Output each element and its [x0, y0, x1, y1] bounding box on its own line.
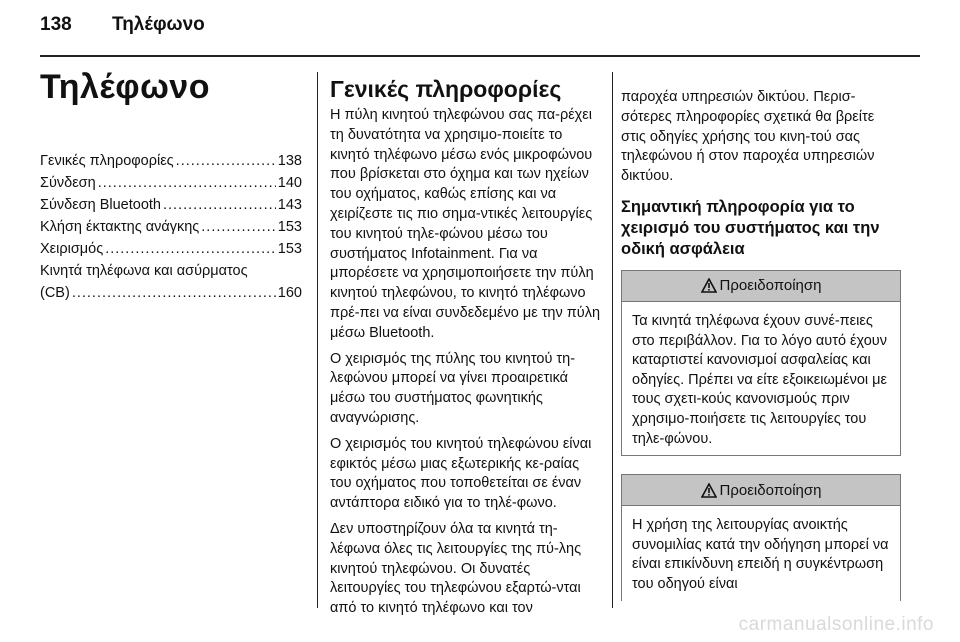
toc-entry-page: 153 [277, 241, 302, 257]
section-heading: Γενικές πληροφορίες [330, 76, 562, 102]
body-paragraph: Ο χειρισμός της πύλης του κινητού τη-λεφώνου μπορεί να γίνει προαιρετικά μέσω του συστήματος φωνητικής αναγνώρισης. [330, 350, 576, 426]
running-header-title: Τηλέφωνο [112, 14, 205, 35]
page-number: 138 [40, 14, 72, 35]
warning-box [621, 474, 901, 600]
toc-leader-dots [201, 216, 276, 238]
toc-entry[interactable] [40, 238, 302, 260]
toc-entry-title: Χειρισμός [40, 241, 104, 257]
column-separator [317, 72, 318, 608]
body-paragraph: Δεν υποστηρίζουν όλα τα κινητά τη-λέφωνα όλες τις λειτουργίες της πύ-λης κινητού τηλεφώνου. Οι δυνατές λειτουργίες του τηλεφώνου εξαρτώ-νται από το κινητό τηλέφωνο και τον [330, 520, 582, 617]
main-column [330, 76, 602, 625]
body-paragraph: Ο χειρισμός του κινητού τηλεφώνου είναι εφικτός μέσω μιας εξωτερικής κε-ραίας του οχήματος που τοποθετείται σε έναν αντάπτορα ειδικό για το τηλέ-φωνο. [330, 435, 592, 512]
chapter-title: Τηλέφωνο [40, 68, 210, 106]
toc-leader-dots [105, 238, 276, 260]
right-column [621, 88, 901, 619]
toc-leader-dots [176, 150, 276, 172]
toc-leader-dots [98, 172, 276, 194]
warning-title: Προειδοποίηση [719, 481, 822, 499]
toc-entry[interactable] [40, 150, 302, 172]
warning-text: Η χρήση της λειτουργίας ανοικτής συνομιλίας κατά την οδήγηση μπορεί να είναι επικίνδυνη επειδή η συγκέντρωση του οδηγού είναι [632, 517, 889, 592]
toc-leader-dots [72, 282, 276, 304]
toc-entry-page: 153 [277, 219, 302, 235]
toc-entry[interactable] [40, 194, 302, 216]
warning-header [622, 271, 900, 302]
toc-entry[interactable] [40, 172, 302, 194]
warning-header [622, 475, 900, 506]
table-of-contents [40, 150, 302, 304]
toc-entry-title: Σύνδεση [40, 175, 96, 191]
toc-entry-title: Γενικές πληροφορίες [40, 153, 174, 169]
watermark: carmanualsonline.info [738, 614, 934, 635]
toc-entry-title: Κινητά τηλέφωνα και ασύρματος [40, 263, 248, 279]
toc-entry-title: Σύνδεση Bluetooth [40, 197, 161, 213]
warning-triangle-icon [701, 278, 717, 293]
warning-text: Τα κινητά τηλέφωνα έχουν συνέ-πειες στο περιβάλλον. Για το λόγο αυτό έχουν καταρτιστεί κανονισμοί ασφαλείας και οδηγίες. Πρέπει να είτε εξοικειωμένοι με τους σχετι-κούς κανονισμούς πριν χρησιμο-ποιήσετε τις λειτουργίες του τηλε-φώνου. [632, 312, 887, 447]
toc-entry[interactable] [40, 216, 302, 238]
warning-title: Προειδοποίηση [719, 277, 822, 295]
warning-box [621, 270, 901, 456]
toc-entry-page: 143 [277, 197, 302, 213]
toc-entry-page: 140 [277, 175, 302, 191]
toc-entry-page: 138 [277, 153, 302, 169]
body-paragraph-continued: παροχέα υπηρεσιών δικτύου. Περισ-σότερες πληροφορίες σχετικά θα βρείτε στις οδηγίες χρήσης του κινη-τού σας τηλεφώνου ή στον παροχέα υπηρεσιών δικτύου. [621, 89, 875, 185]
body-paragraph: Η πύλη κινητού τηλεφώνου σας πα-ρέχει τη δυνατότητα να χρησιμο-ποιείτε το κινητό τηλέφωνο μέσω ενός μικροφώνου που βρίσκεται στο όχημα και των ηχείων του οχήματος, καθώς επίσης και να χειρίζεστε τις πιο σημα-ντικές λειτουργίες του κινητού τηλε-φώνου μέσω του συστήματος Infotainment. Για να μπορέσετε να χρησιμοποιήσετε την πύλη κινητού τηλεφώνου, το κινητό τηλέφωνο πρέ-πει να είναι συνδεδεμένο με την πύλη μέσω Bluetooth. [330, 107, 601, 341]
toc-leader-dots [163, 194, 276, 216]
toc-entry-page: 160 [277, 285, 302, 301]
toc-entry-title-continued: (CB) [40, 285, 70, 301]
header-rule [40, 55, 920, 57]
toc-entry[interactable] [40, 260, 302, 304]
column-separator [612, 72, 613, 608]
warning-triangle-icon [701, 483, 717, 498]
toc-entry-title: Κλήση έκτακτης ανάγκης [40, 219, 200, 235]
subsection-heading: Σημαντική πληροφορία για το χειρισμό του συστήματος και την οδική ασφάλεια [621, 197, 880, 258]
